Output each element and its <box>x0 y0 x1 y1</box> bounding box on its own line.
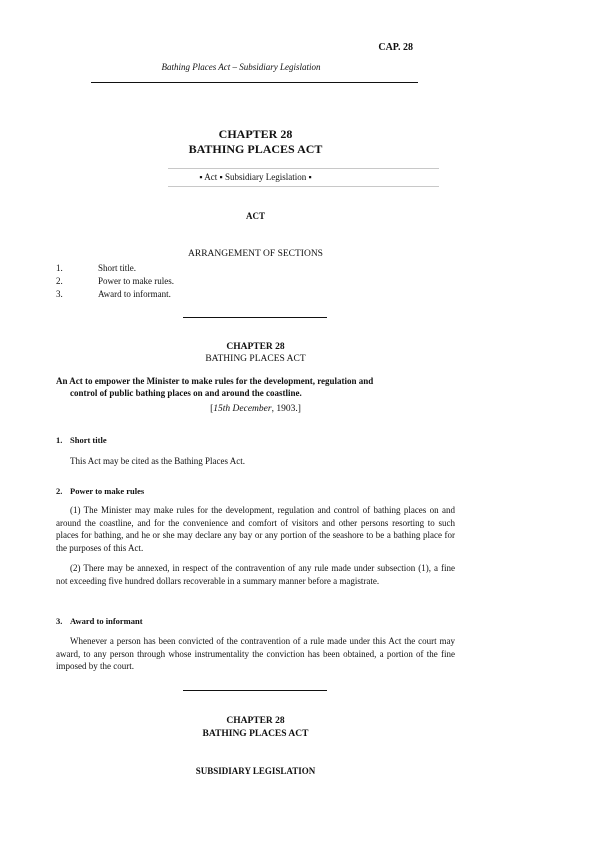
subsidiary-chapter-number: CHAPTER 28 <box>226 716 285 726</box>
section-1-heading <box>56 435 107 445</box>
nav-links <box>56 172 455 182</box>
nav-separator: ▪ <box>199 172 203 182</box>
arrangement-label: Award to informant. <box>98 289 171 299</box>
header-rule <box>91 82 418 83</box>
paragraph: (1) The Minister may make rules for the development, regulation and control of bathing places on and around the coastline, and for the convenience and comfort of visitors and other persons resorting to such places for bathing, and he or she may declare any bay or any portion of the seashore to be a bathing place for the purposes of this Act. <box>56 505 455 553</box>
arrangement-heading: ARRANGEMENT OF SECTIONS <box>188 249 323 259</box>
subsidiary-legislation-heading: SUBSIDIARY LEGISLATION <box>195 766 316 776</box>
nav-rule-bottom <box>168 186 439 187</box>
nav-separator: ▪ <box>219 172 223 182</box>
act-chapter-name: BATHING PLACES ACT <box>205 354 306 364</box>
arrangement-number: 1. <box>56 263 63 273</box>
arrangement-list <box>56 262 174 301</box>
commencement-date <box>56 404 455 414</box>
section-2-heading <box>56 486 144 496</box>
long-title-line-1: An Act to empower the Minister to make rules for the development, regulation and <box>56 376 374 386</box>
section-3-heading <box>56 616 143 626</box>
date-year: , 1903.] <box>271 404 301 414</box>
section-1-text <box>56 455 455 468</box>
arrangement-label: Short title. <box>98 263 136 273</box>
nav-link-act[interactable]: Act <box>204 172 218 182</box>
subsidiary-chapter-heading <box>56 715 455 741</box>
section-number: 3. <box>56 616 63 626</box>
arrangement-item-1[interactable] <box>56 262 174 275</box>
nav-rule-top <box>168 168 439 169</box>
section-title: Short title <box>70 435 107 445</box>
cap-number: CAP. 28 <box>378 42 413 53</box>
running-title: Bathing Places Act – Subsidiary Legislation <box>161 62 321 72</box>
act-heading: ACT <box>245 211 265 221</box>
paragraph: Whenever a person has been convicted of the contravention of a rule made under this Act the court may award, to any person through whose instrumentality the conviction has been obtained, a portion of the fine imposed by the court. <box>56 636 455 671</box>
section-title: Award to informant <box>70 616 143 626</box>
section-divider <box>183 317 327 318</box>
act-chapter-heading <box>56 341 455 365</box>
arrangement-number: 2. <box>56 276 63 286</box>
section-2-text-1 <box>56 504 455 554</box>
long-title <box>56 375 455 399</box>
date-day: 15th December <box>213 404 272 414</box>
arrangement-item-3[interactable] <box>56 288 174 301</box>
section-2-text-2 <box>56 562 455 587</box>
long-title-line-2: control of public bathing places on and around the coastline. <box>70 388 302 398</box>
section-number: 2. <box>56 486 63 496</box>
act-name: BATHING PLACES ACT <box>188 142 323 156</box>
arrangement-label: Power to make rules. <box>98 276 174 286</box>
subsidiary-chapter-name: BATHING PLACES ACT <box>202 729 309 739</box>
paragraph: This Act may be cited as the Bathing Places Act. <box>70 456 245 466</box>
section-3-text <box>56 635 455 673</box>
chapter-title <box>56 127 455 157</box>
date-open-bracket: [ <box>210 404 214 414</box>
chapter-number: CHAPTER 28 <box>218 127 293 141</box>
section-divider <box>183 690 327 691</box>
arrangement-number: 3. <box>56 289 63 299</box>
section-title: Power to make rules <box>70 486 145 496</box>
arrangement-item-2[interactable] <box>56 275 174 288</box>
paragraph: (2) There may be annexed, in respect of the contravention of any rule made under subsection (1), a fine not exceeding five hundred dollars recoverable in a summary manner before a magistrate. <box>56 563 455 586</box>
nav-separator: ▪ <box>308 172 312 182</box>
nav-link-subsidiary[interactable]: Subsidiary Legislation <box>224 172 307 182</box>
section-number: 1. <box>56 435 63 445</box>
act-chapter-number: CHAPTER 28 <box>226 342 285 352</box>
